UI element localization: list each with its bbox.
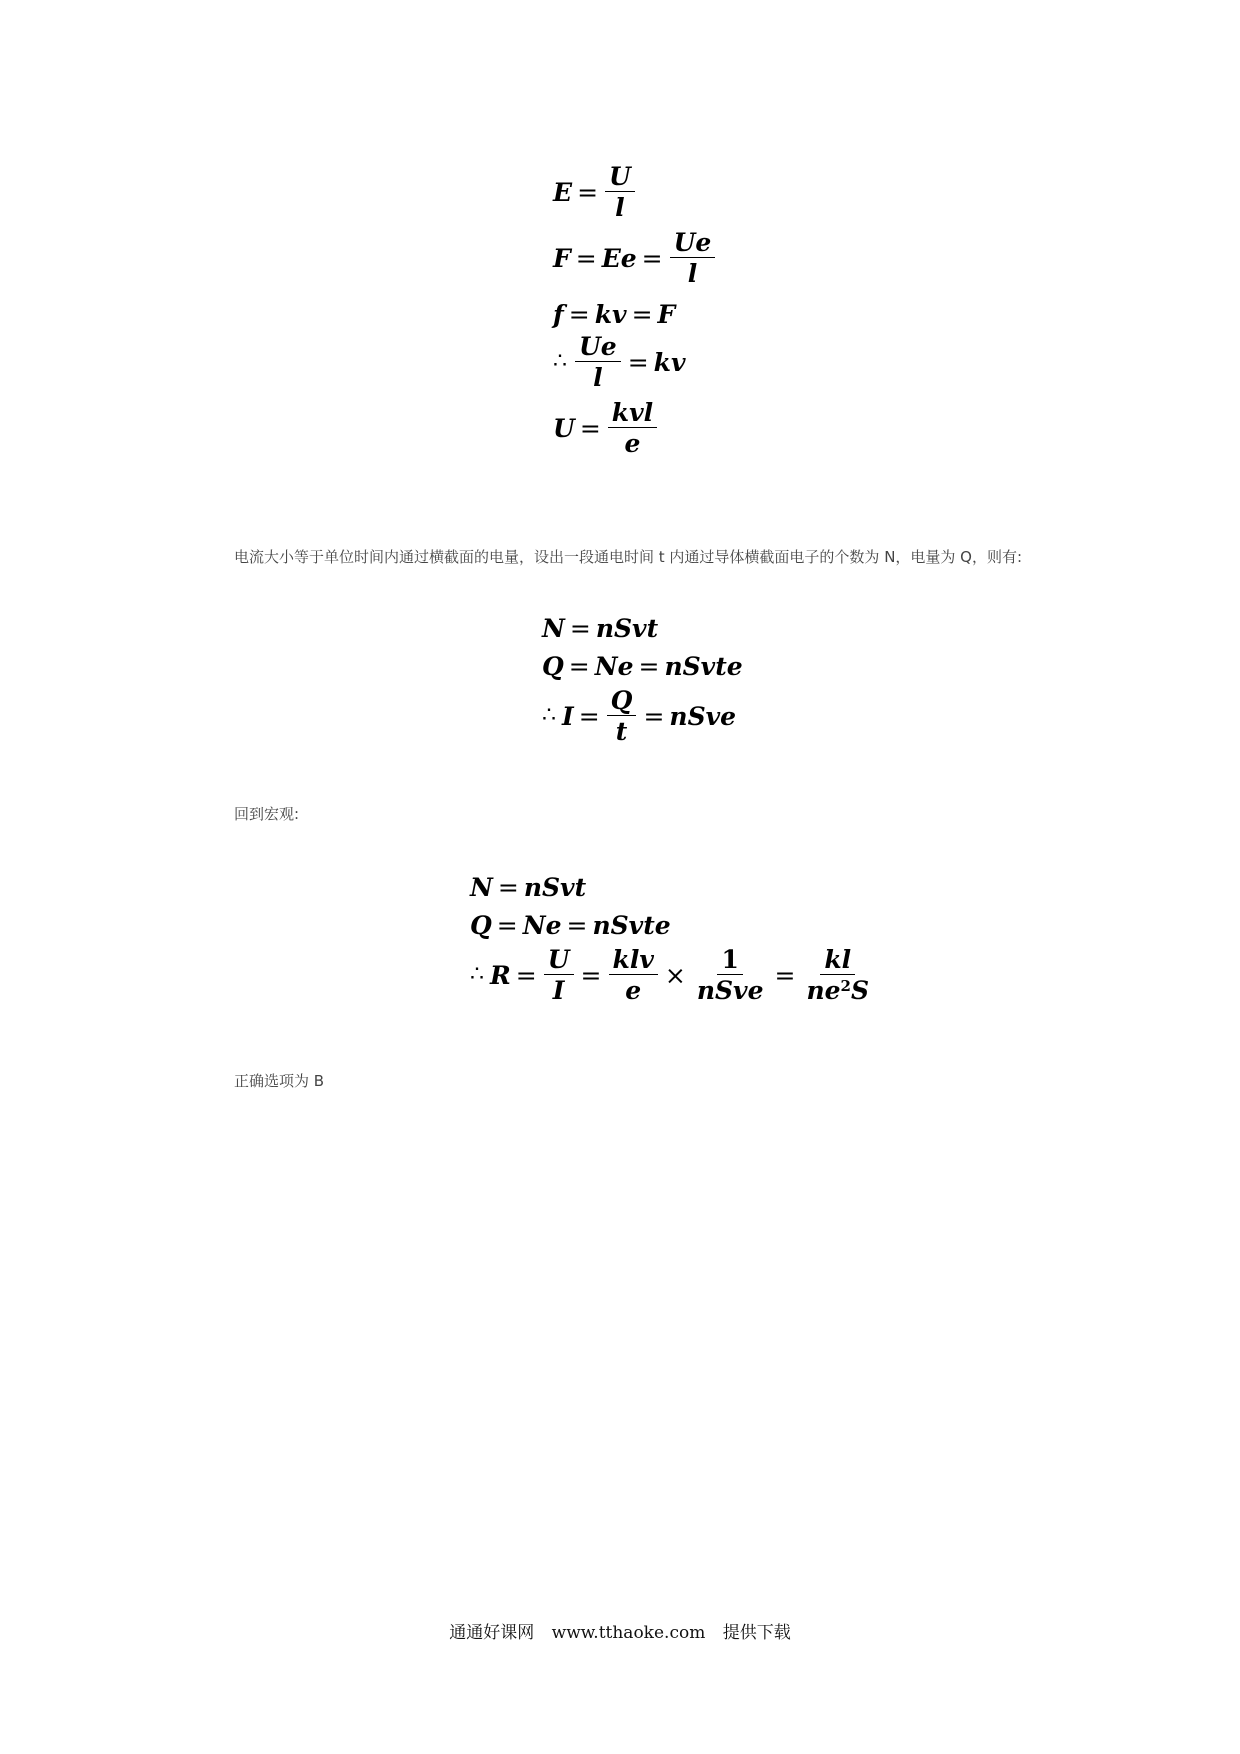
paragraph-current-definition: 电流大小等于单位时间内通过横截面的电量，设出一段通电时间 t 内通过导体横截面电子的个数为 N，电量为 Q，则有: xyxy=(234,548,1023,566)
equation-block-1 xyxy=(553,160,753,470)
fraction: $\frac{1}{\text{nSve}}$ xyxy=(696,945,764,1005)
equation-voltage: U = $\frac{\text{kvl}}{e}$ xyxy=(553,400,659,456)
equation-block-2 xyxy=(542,616,802,756)
equation-resistance: ∴ R = $\frac{U}{I}$ = $\frac{\text{klv}}{e}$ × $\frac{1}{\text{nSve}}$ = $\frac{kl}{ne^2S}$ xyxy=(470,947,875,1003)
fraction: $\frac{Ue}{l}$ xyxy=(575,334,621,390)
fraction: $\frac{kl}{ne^2S}$ xyxy=(806,945,870,1005)
footer-suffix: 提供下载 xyxy=(722,1623,791,1643)
equation-n-count: N = nSvt xyxy=(542,614,659,643)
paragraph-correct-answer: 正确选项为 B xyxy=(234,1072,325,1090)
equation-current: ∴ I = $\frac{Q}{t}$ = nSve xyxy=(542,686,737,746)
page-footer xyxy=(0,1618,1240,1643)
footer-url[interactable]: www.tthaoke.com xyxy=(551,1623,706,1643)
fraction: $\frac{U}{I}$ xyxy=(544,947,574,1003)
paragraph-back-to-macro: 回到宏观: xyxy=(234,805,300,823)
fraction: $\frac{\text{kvl}}{e}$ xyxy=(608,400,657,456)
equation-force: F = Ee = $\frac{Ue}{l}$ xyxy=(553,230,717,286)
equation-q-charge-2: Q = Ne = nSvte xyxy=(470,911,671,940)
fraction: $\frac{Ue}{l}$ xyxy=(670,230,716,286)
equation-q-charge: Q = Ne = nSvte xyxy=(542,652,743,681)
equation-block-3 xyxy=(470,873,870,1015)
fraction: $\frac{U}{l}$ xyxy=(605,164,635,220)
fraction: $\frac{\text{klv}}{e}$ xyxy=(609,947,658,1003)
equation-n-count-2: N = nSvt xyxy=(470,873,587,902)
footer-site-name: 通通好课网 xyxy=(449,1623,535,1643)
fraction: $\frac{Q}{t}$ xyxy=(607,688,637,744)
equation-e-field: E = $\frac{U}{l}$ xyxy=(553,164,637,220)
equation-friction: f = kv = F xyxy=(553,300,676,329)
equation-therefore-kv: ∴ $\frac{Ue}{l}$ = kv xyxy=(553,332,686,392)
